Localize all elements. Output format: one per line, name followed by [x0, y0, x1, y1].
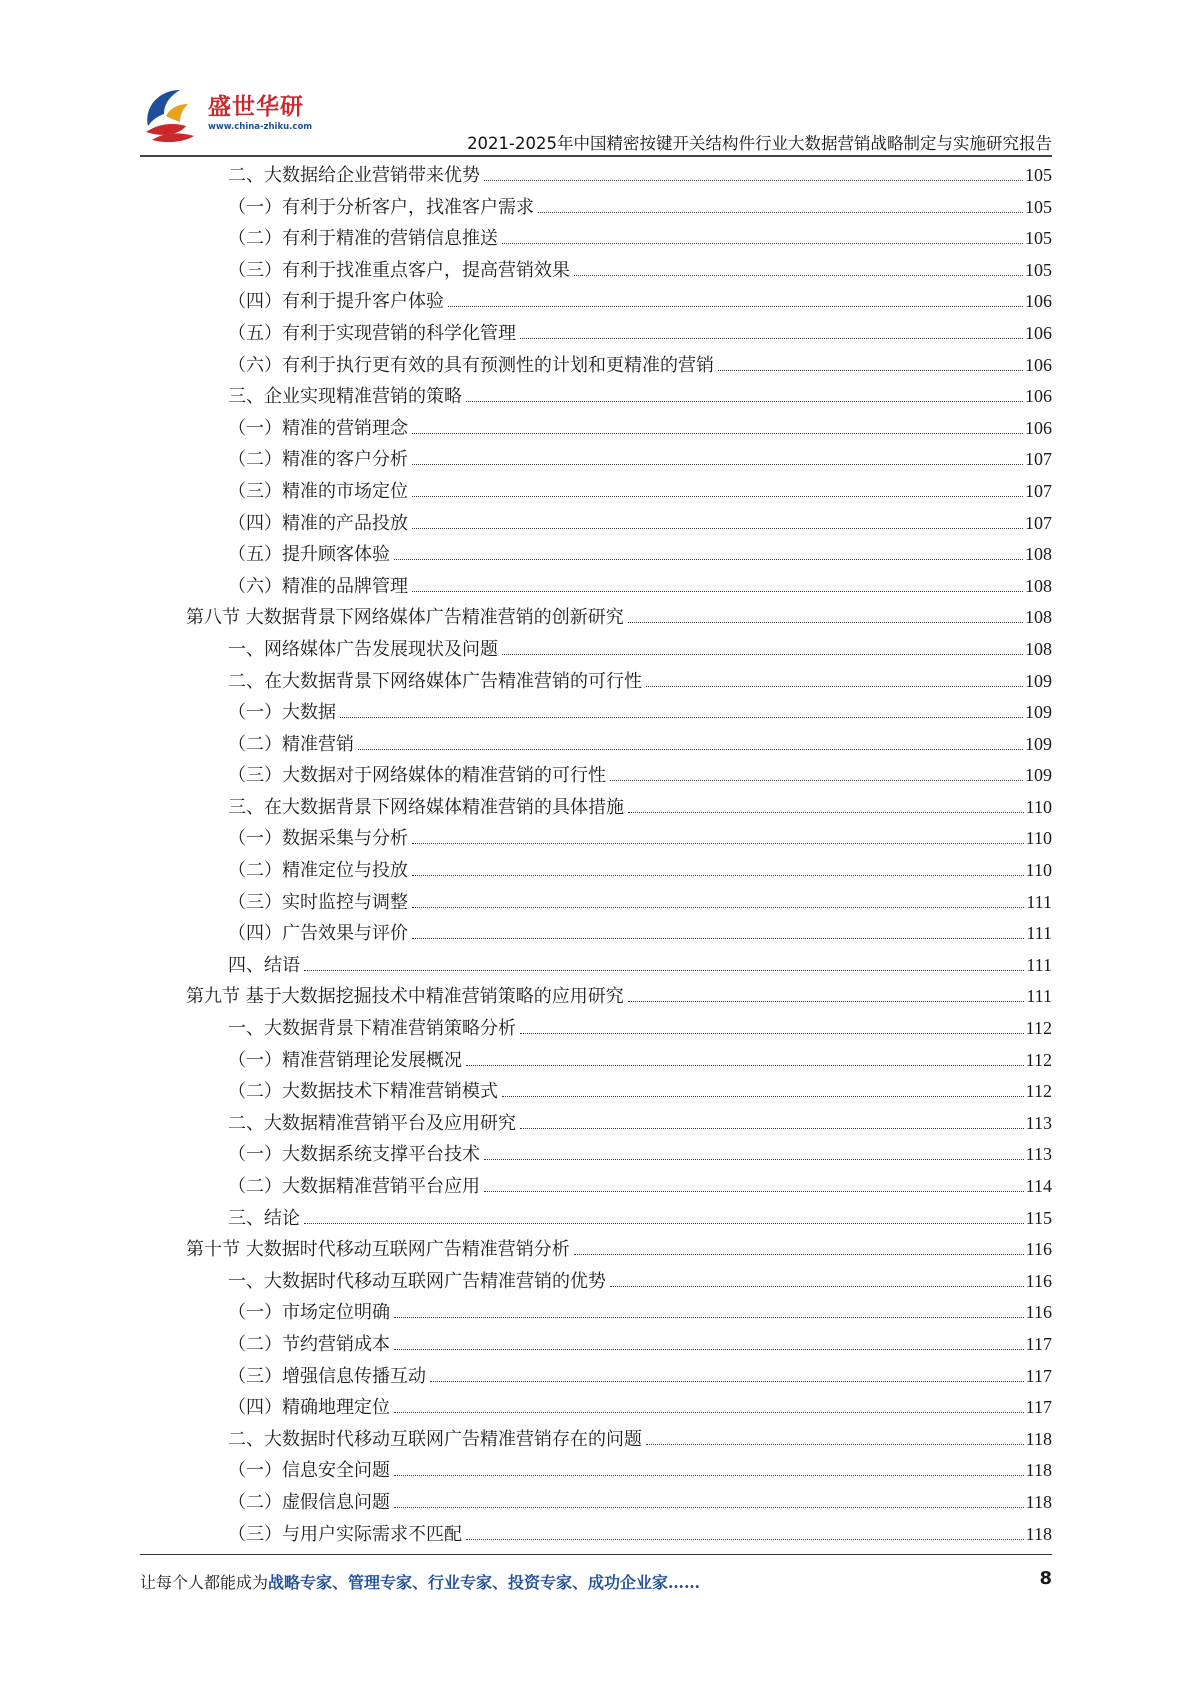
toc-dot-leader	[394, 1506, 1024, 1508]
toc-dot-leader	[610, 1285, 1024, 1287]
toc-entry-title: （一）有利于分析客户，找准客户需求	[228, 196, 534, 218]
toc-entry-title: 三、在大数据背景下网络媒体精准营销的具体措施	[228, 796, 624, 818]
toc-entry[interactable]	[186, 823, 1052, 855]
toc-entry-title: （一）市场定位明确	[228, 1302, 390, 1324]
toc-entry[interactable]	[186, 571, 1052, 603]
toc-entry[interactable]	[186, 192, 1052, 224]
logo-url: www.china-zhiku.com	[208, 122, 313, 132]
toc-entry-page: 109	[1025, 702, 1052, 723]
toc-entry-page: 106	[1025, 354, 1052, 375]
logo-name: 盛世华研	[208, 94, 304, 120]
toc-entry-title: （二）精准的客户分析	[228, 449, 408, 471]
toc-entry-title: （一）精准的营销理念	[228, 417, 408, 439]
toc-entry-page: 116	[1025, 1302, 1052, 1323]
toc-entry-title: （一）精准营销理论发展概况	[228, 1049, 462, 1071]
toc-entry-page: 106	[1025, 291, 1052, 312]
toc-entry-page: 108	[1025, 544, 1052, 565]
toc-entry[interactable]	[186, 350, 1052, 382]
toc-entry[interactable]	[186, 1013, 1052, 1045]
report-title: 2021-2025年中国精密按键开关结构件行业大数据营销战略制定与实施研究报告	[467, 134, 1052, 153]
toc-dot-leader	[412, 937, 1024, 939]
toc-dot-leader	[394, 1474, 1024, 1476]
toc-entry-page: 111	[1026, 923, 1052, 944]
toc-dot-leader	[484, 1190, 1024, 1192]
toc-entry[interactable]	[186, 444, 1052, 476]
toc-entry[interactable]	[186, 1045, 1052, 1077]
toc-dot-leader	[484, 179, 1023, 181]
toc-dot-leader	[394, 558, 1023, 560]
toc-entry[interactable]	[186, 223, 1052, 255]
toc-entry[interactable]	[186, 1519, 1052, 1551]
logo-emblem-icon	[140, 82, 210, 146]
toc-entry[interactable]	[186, 1108, 1052, 1140]
toc-entry-title: 四、结语	[228, 954, 300, 976]
toc-entry-title: （三）与用户实际需求不匹配	[228, 1523, 462, 1545]
toc-entry-page: 110	[1025, 828, 1052, 849]
page-header	[140, 82, 1052, 154]
toc-entry[interactable]	[186, 666, 1052, 698]
toc-entry[interactable]	[186, 1392, 1052, 1424]
toc-dot-leader	[412, 463, 1023, 465]
toc-entry-page: 107	[1025, 480, 1052, 501]
toc-entry-page: 118	[1025, 1523, 1052, 1544]
toc-entry-page: 108	[1025, 607, 1052, 628]
toc-dot-leader	[412, 874, 1024, 876]
toc-entry[interactable]	[186, 1203, 1052, 1235]
toc-dot-leader	[394, 1348, 1024, 1350]
toc-entry-page: 111	[1026, 891, 1052, 912]
toc-entry[interactable]	[186, 792, 1052, 824]
toc-dot-leader	[412, 495, 1023, 497]
toc-entry[interactable]	[186, 697, 1052, 729]
slogan-highlight: 战略专家、管理专家、行业专家、投资专家、成功企业家……	[268, 1573, 701, 1592]
company-logo	[140, 82, 340, 146]
toc-entry[interactable]	[186, 508, 1052, 540]
toc-entry-title: （二）大数据精准营销平台应用	[228, 1176, 480, 1197]
toc-entry-title: 三、结论	[228, 1207, 300, 1229]
toc-entry-title: 第十节 大数据时代移动互联网广告精准营销分析	[186, 1239, 570, 1261]
toc-dot-leader	[466, 400, 1023, 402]
toc-entry-title: 二、大数据给企业营销带来优势	[228, 165, 480, 186]
toc-entry-page: 118	[1025, 1491, 1052, 1512]
toc-entry-title: 二、在大数据背景下网络媒体广告精准营销的可行性	[228, 670, 642, 692]
toc-entry-page: 110	[1025, 860, 1052, 881]
toc-entry[interactable]	[186, 950, 1052, 982]
toc-entry-title: 三、企业实现精准营销的策略	[228, 386, 462, 408]
toc-entry-page: 112	[1025, 1049, 1052, 1070]
toc-entry-title: 一、大数据时代移动互联网广告精准营销的优势	[228, 1270, 606, 1292]
toc-entry-page: 113	[1025, 1112, 1052, 1133]
toc-dot-leader	[502, 1095, 1024, 1097]
toc-entry-page: 107	[1025, 512, 1052, 533]
toc-entry-page: 115	[1025, 1207, 1052, 1228]
toc-entry[interactable]	[186, 286, 1052, 318]
toc-entry-title: （二）有利于精准的营销信息推送	[228, 228, 498, 250]
footer-slogan	[140, 1570, 700, 1593]
toc-dot-leader	[628, 1000, 1025, 1002]
table-of-contents	[186, 160, 1052, 1550]
toc-entry-title: 二、大数据精准营销平台及应用研究	[228, 1112, 516, 1134]
toc-entry[interactable]	[186, 1329, 1052, 1361]
toc-entry-title: 一、大数据背景下精准营销策略分析	[228, 1018, 516, 1040]
toc-entry-title: （六）有利于执行更有效的具有预测性的计划和更精准的营销	[228, 354, 714, 376]
toc-entry-title: （五）提升顾客体验	[228, 544, 390, 566]
toc-dot-leader	[610, 779, 1023, 781]
toc-entry-title: （一）大数据	[228, 702, 336, 724]
toc-entry-page: 109	[1025, 670, 1052, 691]
slogan-lead: 让每个人都能成为	[140, 1573, 269, 1592]
toc-entry[interactable]	[186, 1297, 1052, 1329]
toc-dot-leader	[520, 1127, 1024, 1129]
footer-divider	[140, 1554, 1052, 1555]
toc-entry-title: 一、网络媒体广告发展现状及问题	[228, 638, 498, 660]
toc-entry[interactable]	[186, 413, 1052, 445]
page-number: 8	[1039, 1568, 1052, 1589]
toc-entry[interactable]	[186, 476, 1052, 508]
toc-entry-page: 106	[1025, 386, 1052, 407]
toc-dot-leader	[646, 685, 1023, 687]
toc-dot-leader	[412, 906, 1024, 908]
toc-dot-leader	[628, 811, 1024, 813]
toc-entry-page: 108	[1025, 638, 1052, 659]
toc-entry[interactable]	[186, 729, 1052, 761]
toc-entry-page: 113	[1025, 1144, 1052, 1165]
toc-dot-leader	[412, 842, 1024, 844]
toc-entry-title: （一）数据采集与分析	[228, 828, 408, 850]
toc-dot-leader	[520, 1032, 1024, 1034]
toc-entry-page: 118	[1025, 1428, 1052, 1449]
toc-entry-title: 二、大数据时代移动互联网广告精准营销存在的问题	[228, 1428, 642, 1450]
toc-dot-leader	[304, 1222, 1024, 1224]
toc-dot-leader	[358, 748, 1023, 750]
toc-dot-leader	[412, 590, 1023, 592]
toc-entry[interactable]	[186, 760, 1052, 792]
toc-entry-page: 117	[1025, 1365, 1052, 1386]
toc-entry-page: 110	[1025, 796, 1052, 817]
toc-entry-page: 112	[1025, 1018, 1052, 1039]
toc-entry[interactable]	[186, 855, 1052, 887]
toc-entry-title: （一）信息安全问题	[228, 1460, 390, 1482]
toc-entry[interactable]	[186, 255, 1052, 287]
toc-dot-leader	[646, 1443, 1024, 1445]
toc-entry[interactable]	[186, 1424, 1052, 1456]
toc-entry[interactable]	[186, 160, 1052, 192]
toc-entry[interactable]	[186, 1455, 1052, 1487]
toc-entry[interactable]	[186, 1139, 1052, 1171]
toc-entry-title: （六）精准的品牌管理	[228, 575, 408, 597]
toc-entry-title: （二）节约营销成本	[228, 1333, 390, 1355]
toc-dot-leader	[538, 211, 1023, 213]
toc-dot-leader	[502, 242, 1023, 244]
toc-entry-page: 108	[1025, 575, 1052, 596]
toc-entry-page: 109	[1025, 765, 1052, 786]
toc-dot-leader	[448, 305, 1023, 307]
toc-dot-leader	[430, 1380, 1024, 1382]
toc-entry[interactable]	[186, 981, 1052, 1013]
toc-entry-title: （三）精准的市场定位	[228, 480, 408, 502]
toc-dot-leader	[340, 716, 1023, 718]
toc-dot-leader	[718, 369, 1023, 371]
toc-entry-title: 第九节 基于大数据挖掘技术中精准营销策略的应用研究	[186, 986, 624, 1008]
toc-dot-leader	[502, 653, 1023, 655]
toc-entry[interactable]	[186, 1234, 1052, 1266]
toc-entry[interactable]	[186, 539, 1052, 571]
toc-entry[interactable]	[186, 602, 1052, 634]
toc-entry-title: （四）广告效果与评价	[228, 923, 408, 945]
toc-entry-page: 111	[1026, 954, 1052, 975]
toc-entry-page: 117	[1025, 1397, 1052, 1418]
toc-entry-title: （四）有利于提升客户体验	[228, 291, 444, 313]
toc-entry-page: 106	[1025, 322, 1052, 343]
toc-entry-page: 105	[1025, 196, 1052, 217]
header-divider	[140, 155, 1052, 157]
toc-entry-title: （二）虚假信息问题	[228, 1491, 390, 1513]
toc-entry[interactable]	[186, 1266, 1052, 1298]
toc-entry-title: （三）实时监控与调整	[228, 891, 408, 913]
toc-entry-title: （三）有利于找准重点客户，提高营销效果	[228, 259, 570, 281]
toc-entry-page: 105	[1025, 228, 1052, 249]
toc-dot-leader	[484, 1158, 1024, 1160]
toc-entry-page: 116	[1025, 1239, 1052, 1260]
toc-dot-leader	[394, 1316, 1024, 1318]
toc-entry-page: 106	[1025, 417, 1052, 438]
toc-entry-page: 109	[1025, 733, 1052, 754]
toc-entry[interactable]	[186, 381, 1052, 413]
toc-entry[interactable]	[186, 1171, 1052, 1203]
toc-entry-page: 118	[1025, 1460, 1052, 1481]
toc-dot-leader	[574, 1253, 1024, 1255]
toc-entry-title: （四）精准的产品投放	[228, 512, 408, 534]
toc-entry[interactable]	[186, 1076, 1052, 1108]
toc-entry-title: （四）精确地理定位	[228, 1397, 390, 1419]
toc-dot-leader	[394, 1411, 1024, 1413]
toc-entry[interactable]	[186, 1487, 1052, 1519]
toc-entry-title: （二）精准营销	[228, 733, 354, 755]
toc-entry-title: （二）精准定位与投放	[228, 860, 408, 882]
toc-entry-title: （五）有利于实现营销的科学化管理	[228, 322, 516, 344]
toc-entry-page: 107	[1025, 449, 1052, 470]
toc-entry-title: 第八节 大数据背景下网络媒体广告精准营销的创新研究	[186, 607, 624, 629]
toc-entry-page: 111	[1026, 986, 1052, 1007]
toc-dot-leader	[412, 432, 1023, 434]
toc-dot-leader	[466, 1064, 1024, 1066]
toc-entry-page: 114	[1025, 1176, 1052, 1196]
toc-dot-leader	[628, 621, 1023, 623]
toc-dot-leader	[466, 1538, 1024, 1540]
toc-entry-page: 105	[1025, 165, 1052, 185]
toc-dot-leader	[520, 337, 1023, 339]
toc-dot-leader	[412, 527, 1023, 529]
toc-entry-page: 105	[1025, 259, 1052, 280]
toc-entry-title: （一）大数据系统支撑平台技术	[228, 1144, 480, 1166]
toc-entry-title: （二）大数据技术下精准营销模式	[228, 1081, 498, 1103]
toc-entry-title: （三）大数据对于网络媒体的精准营销的可行性	[228, 765, 606, 787]
toc-entry-page: 116	[1025, 1270, 1052, 1291]
toc-entry[interactable]	[186, 318, 1052, 350]
toc-entry[interactable]	[186, 1361, 1052, 1393]
toc-entry-title: （三）增强信息传播互动	[228, 1365, 426, 1387]
toc-entry[interactable]	[186, 887, 1052, 919]
toc-entry[interactable]	[186, 634, 1052, 666]
toc-entry-page: 112	[1025, 1081, 1052, 1102]
toc-entry[interactable]	[186, 918, 1052, 950]
toc-dot-leader	[304, 969, 1024, 971]
toc-entry-page: 117	[1025, 1333, 1052, 1354]
toc-dot-leader	[574, 274, 1023, 276]
